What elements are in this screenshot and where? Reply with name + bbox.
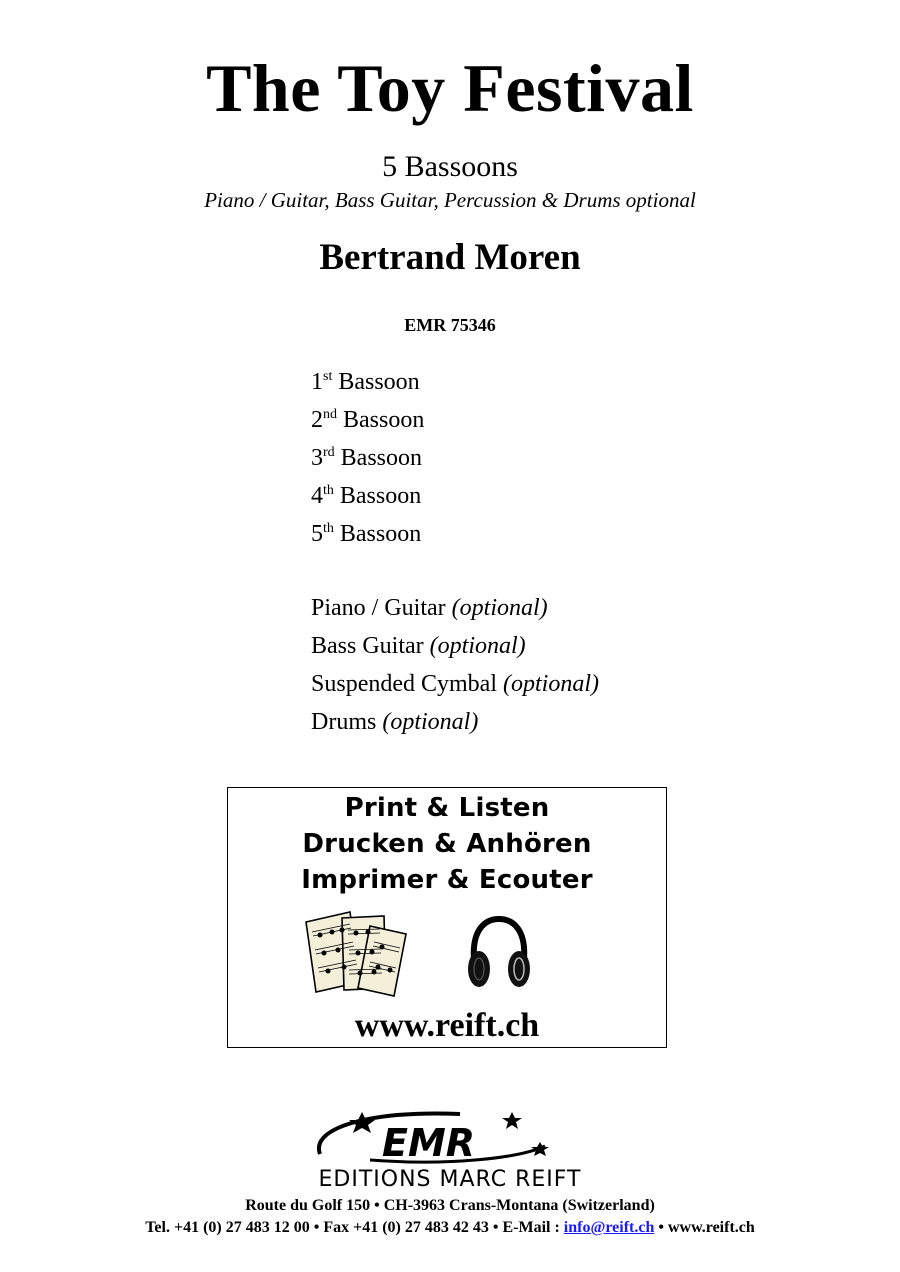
contact-website: • www.reift.ch: [654, 1219, 755, 1236]
part-name: Piano / Guitar: [311, 595, 452, 621]
part-item: [311, 477, 424, 515]
email-link[interactable]: info@reift.ch: [563, 1219, 655, 1236]
logo-mark: EMR: [382, 1121, 476, 1165]
emr-logo: [250, 1108, 650, 1190]
part-name: Bass Guitar: [311, 633, 430, 659]
part-number: 3: [311, 445, 323, 471]
part-item: [311, 665, 599, 703]
ordinal-suffix: rd: [323, 445, 335, 460]
optional-note: (optional): [429, 633, 526, 659]
composer-name: Bertrand Moren: [319, 237, 581, 278]
star-icon: [502, 1112, 522, 1129]
ordinal-suffix: th: [323, 521, 334, 536]
part-item: [311, 439, 424, 477]
subtitle: 5 Bassoons: [382, 150, 518, 183]
headphones-icon: [464, 913, 534, 991]
part-item: [311, 703, 599, 741]
publisher-name: EDITIONS MARC REIFT: [318, 1167, 582, 1190]
bassoon-parts-list: [311, 363, 424, 553]
part-item: [311, 627, 599, 665]
contact-text: Tel. +41 (0) 27 483 12 00 • Fax +41 (0) 27 483 42 43 • E-Mail :: [145, 1219, 564, 1236]
part-item: [311, 515, 424, 553]
part-number: 4: [311, 483, 323, 509]
optional-note: (optional): [382, 709, 479, 735]
part-name: Suspended Cymbal: [311, 671, 503, 697]
page-title: The Toy Festival: [206, 50, 694, 126]
part-name: Bassoon: [334, 445, 423, 471]
promo-line-german: Drucken & Anhören: [302, 829, 592, 859]
optional-note: (optional): [503, 671, 599, 697]
part-name: Bassoon: [337, 407, 425, 433]
instrumentation-line: Piano / Guitar, Bass Guitar, Percussion & Drums optional: [204, 188, 696, 212]
part-item: [311, 363, 424, 401]
part-item: [311, 401, 424, 439]
promo-line-french: Imprimer & Ecouter: [301, 865, 593, 895]
part-number: 5: [311, 521, 323, 547]
promo-line-english: Print & Listen: [344, 793, 550, 823]
part-number: 1: [311, 369, 323, 395]
part-name: Bassoon: [333, 521, 422, 547]
ordinal-suffix: nd: [323, 407, 337, 422]
optional-parts-list: [311, 589, 599, 741]
sheet-music-icon: [298, 908, 414, 998]
website-url[interactable]: www.reift.ch: [354, 1007, 540, 1044]
part-item: [311, 589, 599, 627]
star-icon: [349, 1112, 375, 1133]
part-name: Bassoon: [333, 483, 422, 509]
ordinal-suffix: th: [323, 483, 334, 498]
part-name: Bassoon: [332, 369, 420, 395]
optional-note: (optional): [451, 595, 548, 621]
catalog-number: EMR 75346: [404, 315, 496, 335]
footer-contact: [0, 1218, 900, 1238]
part-number: 2: [311, 407, 323, 433]
ordinal-suffix: st: [323, 369, 333, 384]
part-name: Drums: [311, 709, 383, 735]
print-listen-box: [227, 787, 667, 1048]
footer-address: Route du Golf 150 • CH-3963 Crans-Montana (Switzerland): [245, 1197, 655, 1214]
